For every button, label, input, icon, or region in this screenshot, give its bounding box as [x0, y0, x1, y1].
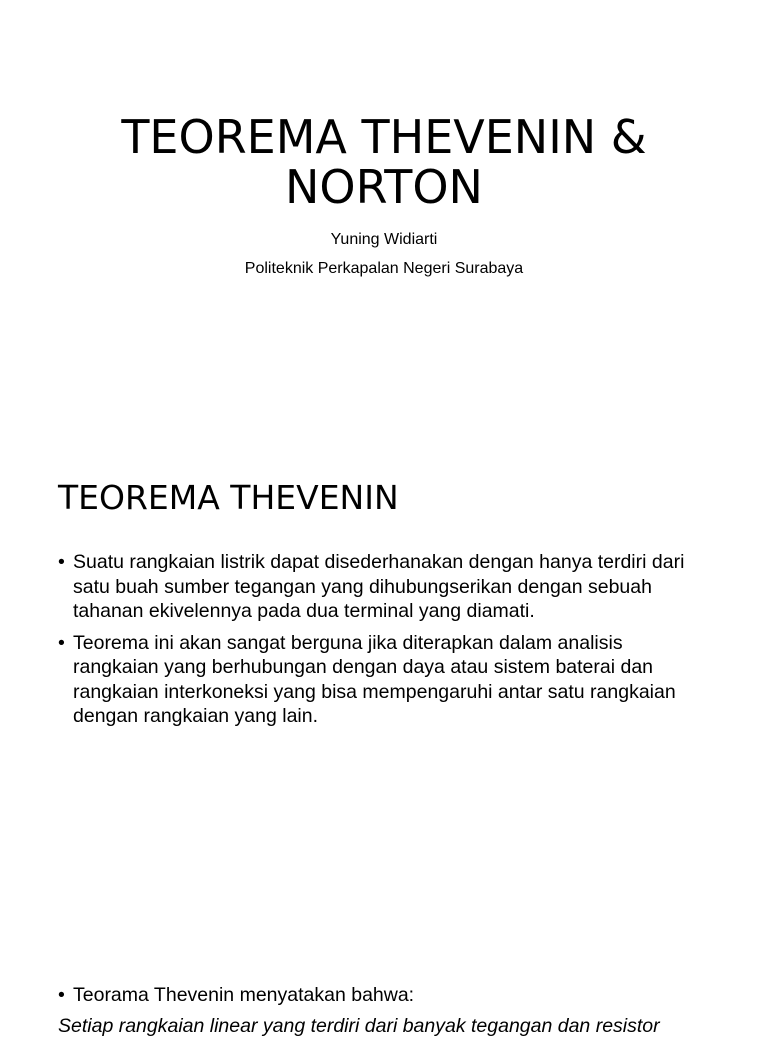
- slide-thevenin: [0, 432, 768, 772]
- bullet-item: [58, 983, 708, 1008]
- institution-name: Politeknik Perkapalan Negeri Surabaya: [244, 260, 524, 277]
- bullet-list: [58, 550, 708, 736]
- bullet-item: [58, 550, 708, 624]
- bullet-list: [58, 983, 708, 1015]
- slide-title-heading: TEOREMA THEVENIN & NORTON: [121, 110, 647, 214]
- theorem-statement-text: Setiap rangkaian linear yang terdiri dari banyak tegangan dan resistor: [58, 1015, 660, 1037]
- section-heading: TEOREMA THEVENIN: [58, 478, 399, 517]
- slide-thevenin-statement: [0, 940, 768, 1037]
- bullet-dot-icon: •: [58, 551, 65, 573]
- author-name: Yuning Widiarti: [330, 231, 438, 248]
- bullet-item: [58, 631, 708, 729]
- bullet-text: Teorama Thevenin menyatakan bahwa:: [73, 984, 415, 1006]
- bullet-text: Suatu rangkaian listrik dapat disederhanakan dengan hanya terdiri dari satu buah sumber tegangan yang dihubungserikan dengan sebuah tahanan ekivelennya pada dua terminal yang diamati.: [73, 551, 685, 622]
- slide-title: [0, 0, 768, 432]
- bullet-text: Teorema ini akan sangat berguna jika diterapkan dalam analisis rangkaian yang berhubungan dengan daya atau sistem baterai dan rangkaian interkoneksi yang bisa mempengaruhi antar satu rangkaian dengan rangkaian yang lain.: [73, 631, 676, 727]
- bullet-dot-icon: •: [58, 984, 65, 1006]
- bullet-dot-icon: •: [58, 631, 65, 654]
